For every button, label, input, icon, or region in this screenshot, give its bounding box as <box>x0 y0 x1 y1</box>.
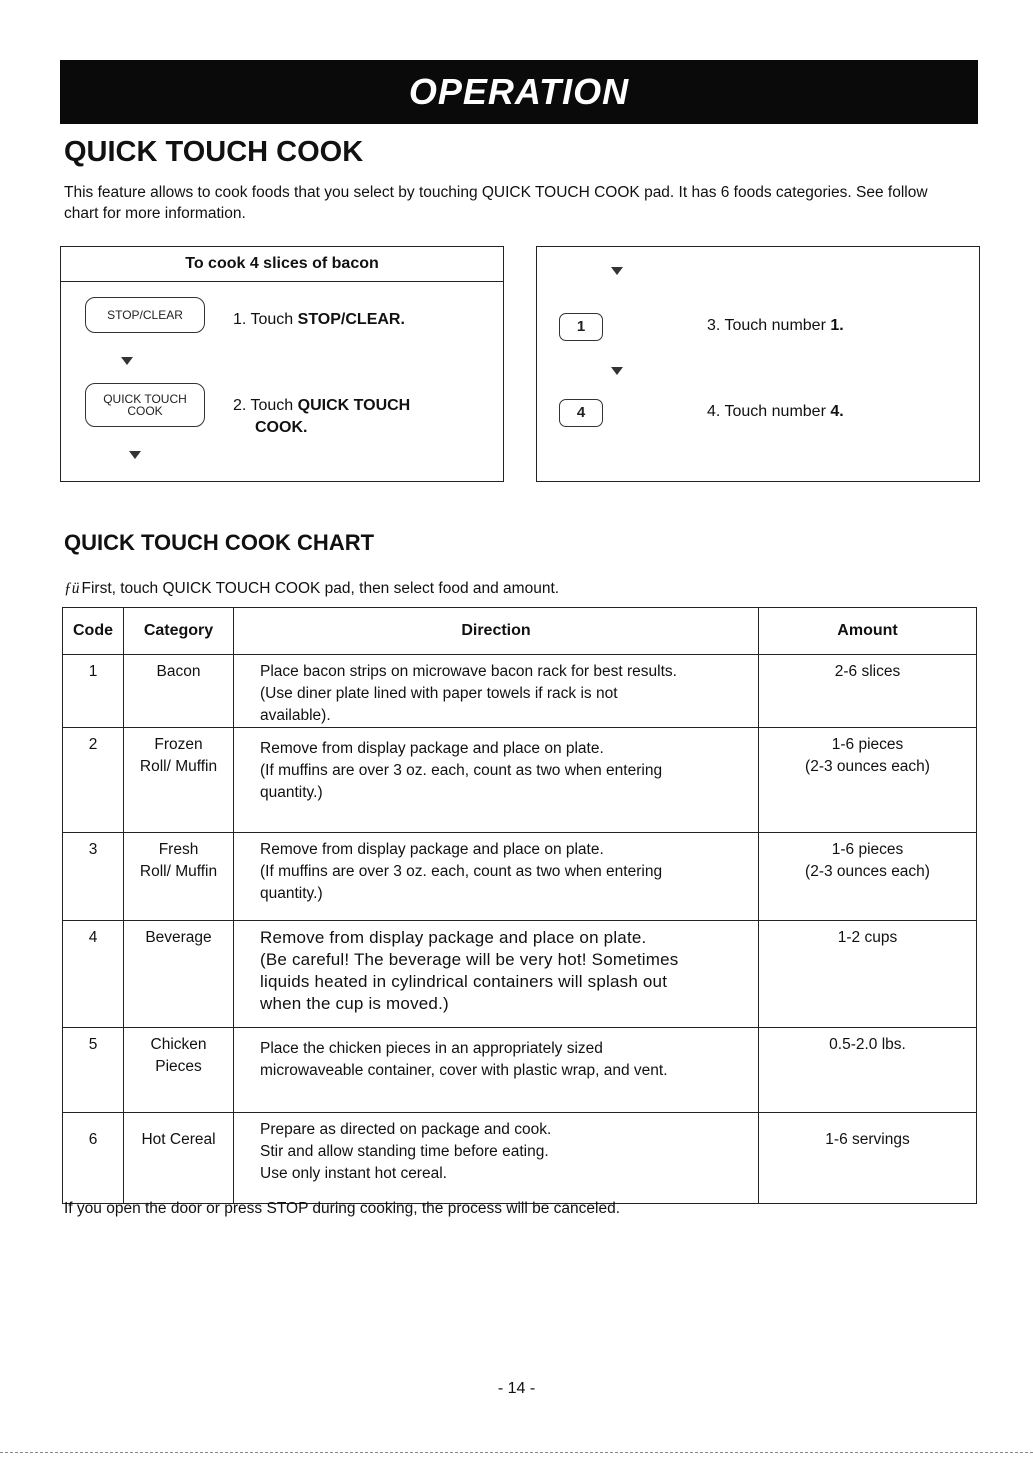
cell-code <box>63 921 124 1028</box>
table-row <box>63 833 977 921</box>
category-line: Frozen <box>154 736 203 753</box>
section-title: QUICK TOUCH COOK <box>64 136 364 168</box>
cell-code <box>63 655 124 728</box>
section-intro: This feature allows to cook foods that you select by touching QUICK TOUCH COOK pad. It has 6 foods categories. See follow chart for more information. <box>64 184 928 222</box>
direction-line: Use only instant hot cereal. <box>260 1165 447 1182</box>
header-code: Code <box>63 608 124 655</box>
cell-code <box>63 728 124 833</box>
direction-line: Remove from display package and place on plate. <box>260 841 604 858</box>
step-3-bold: 1. <box>830 317 844 334</box>
number-1-pad <box>559 313 603 341</box>
category-line: Fresh <box>158 841 199 858</box>
step-2-bold-cont: COOK. <box>255 419 308 436</box>
bottom-rule <box>0 1452 1033 1453</box>
step-4-prefix: 4. Touch number <box>707 403 831 420</box>
stop-clear-pad <box>85 297 205 333</box>
cell-category <box>124 728 234 833</box>
stop-clear-pad-label: STOP/CLEAR <box>107 308 183 322</box>
category-line: Bacon <box>156 663 201 680</box>
example-heading: To cook 4 slices of bacon <box>61 247 503 282</box>
cell-direction <box>234 655 759 728</box>
direction-line: quantity.) <box>260 784 323 801</box>
cell-code <box>63 1113 124 1204</box>
cell-amount <box>759 655 977 728</box>
category-line: Roll/ Muffin <box>139 863 218 880</box>
cell-direction <box>234 921 759 1028</box>
table-row <box>63 655 977 728</box>
cell-amount <box>759 1113 977 1204</box>
amount-line: 0.5-2.0 lbs. <box>829 1036 906 1053</box>
down-arrow-icon <box>121 357 133 365</box>
direction-line: liquids heated in cylindrical containers will splash out <box>260 972 668 991</box>
code-value: 5 <box>88 1036 98 1053</box>
cell-amount <box>759 728 977 833</box>
amount-line: (2-3 ounces each) <box>805 863 930 880</box>
header-category: Category <box>124 608 234 655</box>
direction-line: (If muffins are over 3 oz. each, count as two when entering <box>260 762 663 779</box>
cell-code <box>63 833 124 921</box>
direction-line: Place bacon strips on microwave bacon rack for best results. <box>260 663 677 680</box>
step-1-bold: STOP/CLEAR. <box>297 311 405 328</box>
number-1-pad-label: 1 <box>576 318 586 335</box>
step-1 <box>233 309 405 331</box>
code-value: 2 <box>88 736 98 753</box>
direction-line: Remove from display package and place on plate. <box>260 740 604 757</box>
step-4 <box>707 401 844 423</box>
cell-category <box>124 1113 234 1204</box>
chart-header-row <box>63 608 977 655</box>
cell-category <box>124 1028 234 1113</box>
code-value: 3 <box>88 841 98 858</box>
category-line: Chicken <box>150 1036 207 1053</box>
cell-direction <box>234 833 759 921</box>
example-box-right <box>536 246 980 482</box>
amount-line: 1-2 cups <box>837 929 898 946</box>
amount-line: 1-6 pieces <box>831 736 904 753</box>
cell-amount <box>759 1028 977 1113</box>
cell-direction <box>234 728 759 833</box>
direction-line: (If muffins are over 3 oz. each, count as two when entering <box>260 863 663 880</box>
step-1-prefix: 1. Touch <box>233 311 298 328</box>
down-arrow-icon <box>129 451 141 459</box>
number-4-pad-label: 4 <box>576 404 586 421</box>
step-4-bold: 4. <box>830 403 844 420</box>
cell-amount <box>759 921 977 1028</box>
cell-direction <box>234 1028 759 1113</box>
table-row <box>63 728 977 833</box>
header-amount: Amount <box>759 608 977 655</box>
code-value: 6 <box>88 1131 98 1148</box>
direction-line: quantity.) <box>260 885 323 902</box>
direction-line: Stir and allow standing time before eating. <box>260 1143 549 1160</box>
operation-banner <box>60 60 978 124</box>
step-3-prefix: 3. Touch number <box>707 317 831 334</box>
quick-touch-cook-chart <box>62 607 977 1204</box>
header-direction: Direction <box>234 608 759 655</box>
chart-note-text: First, touch QUICK TOUCH COOK pad, then select food and amount. <box>81 580 560 597</box>
table-row <box>63 1028 977 1113</box>
code-value: 4 <box>88 929 98 946</box>
direction-line: microwaveable container, cover with plastic wrap, and vent. <box>260 1062 668 1079</box>
direction-line: (Use diner plate lined with paper towels if rack is not <box>260 685 618 702</box>
table-row <box>63 921 977 1028</box>
cell-code <box>63 1028 124 1113</box>
category-line: Roll/ Muffin <box>139 758 218 775</box>
amount-line: 2-6 slices <box>834 663 901 680</box>
step-2-prefix: 2. Touch <box>233 397 298 414</box>
chart-note <box>64 580 559 598</box>
page-number: - 14 - <box>497 1380 536 1397</box>
quick-touch-pad-line1: QUICK TOUCH <box>103 392 187 406</box>
chart-title: QUICK TOUCH COOK CHART <box>64 530 375 555</box>
cell-category <box>124 833 234 921</box>
quick-touch-pad-line2: COOK <box>127 404 163 418</box>
example-box-left <box>60 246 504 482</box>
direction-line: Prepare as directed on package and cook. <box>260 1121 552 1138</box>
banner-title: OPERATION <box>408 71 630 112</box>
direction-line: Place the chicken pieces in an appropriately sized <box>260 1040 603 1057</box>
amount-line: (2-3 ounces each) <box>805 758 930 775</box>
direction-line: available). <box>260 707 331 724</box>
direction-line: (Be careful! The beverage will be very hot! Sometimes <box>260 950 679 969</box>
note-symbol: ƒü <box>64 580 80 597</box>
cell-category <box>124 655 234 728</box>
cell-category <box>124 921 234 1028</box>
category-line: Hot Cereal <box>141 1131 216 1148</box>
direction-line: when the cup is moved.) <box>260 994 449 1013</box>
cancel-note: If you open the door or press STOP during cooking, the process will be canceled. <box>64 1200 621 1217</box>
code-value: 1 <box>88 663 98 680</box>
direction-line: Remove from display package and place on plate. <box>260 928 647 947</box>
category-line: Pieces <box>155 1058 202 1075</box>
amount-line: 1-6 servings <box>825 1131 910 1148</box>
step-3 <box>707 315 844 337</box>
cell-amount <box>759 833 977 921</box>
step-2 <box>233 395 410 439</box>
amount-line: 1-6 pieces <box>831 841 904 858</box>
number-4-pad <box>559 399 603 427</box>
category-line: Beverage <box>145 929 212 946</box>
table-row <box>63 1113 977 1204</box>
quick-touch-cook-pad <box>85 383 205 427</box>
cell-direction <box>234 1113 759 1204</box>
step-2-bold: QUICK TOUCH <box>297 397 411 414</box>
down-arrow-icon <box>611 367 623 375</box>
down-arrow-icon <box>611 267 623 275</box>
